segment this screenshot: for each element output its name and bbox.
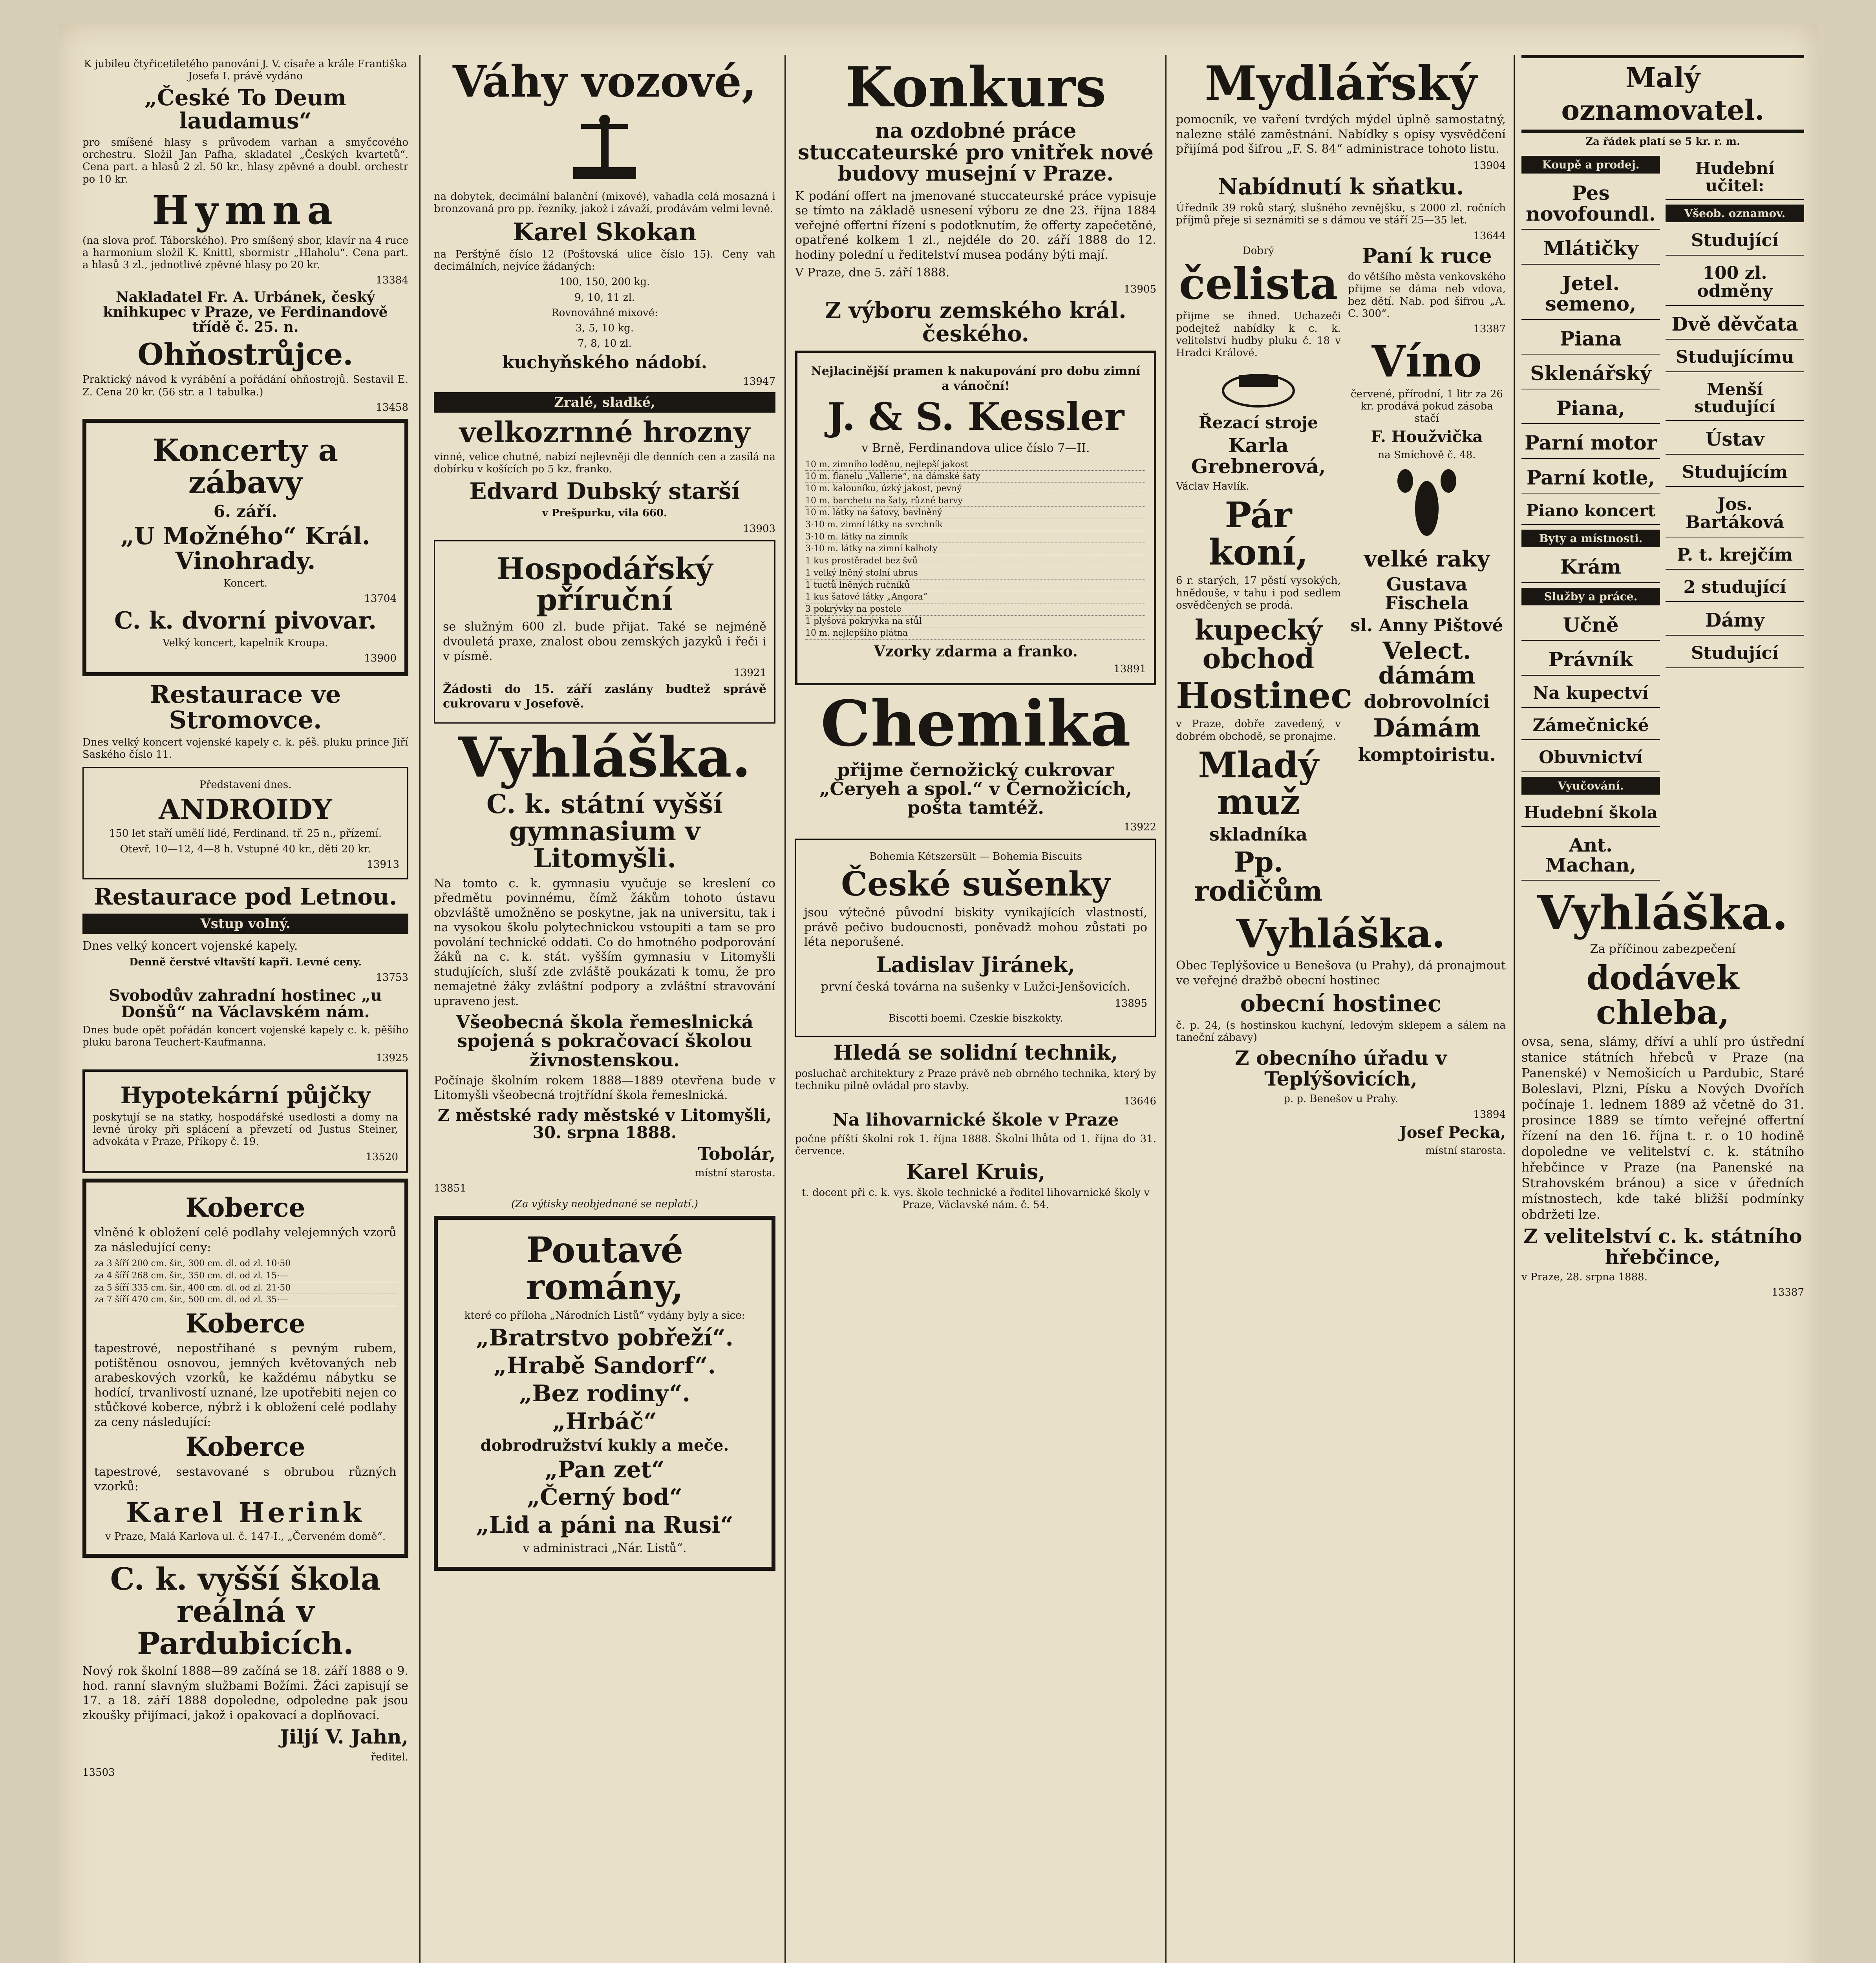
ad-text: tapestrové, sestavované s obrubou různých vzorků: [94,1465,397,1494]
price-row: 9, 10, 11 zl. [574,291,635,303]
ad-signature: Jiljí V. Jahn, [280,1725,408,1749]
ad-text: ovsa, sena, slámy, dříví a uhlí pro ústřední stanice státních hřebců v Praze (na Panenské) v Nemošicích u Pardubic, Staré Boleslavi, Plzni, Písku a Nových Dvořích počínaje 1. lednem 1889 až včetně do 31. prosince 1889 se tímto veřejné offertní řízení na den 16. října t. r. o 10 hodině dopoledne ve velitelství c. k. státního hřebčince v Praze (na Panenské na Strahovském bránou) a sice v úředních místnostech, kde také bližší podmínky obdržeti lze. [1521,1034,1804,1222]
ad-text: do většího města venkovského přijme se dáma neb vdova, bez dětí. Nab. pod šifrou „A. C. 300“. [1348,271,1506,320]
ad-number: 13520 [366,1151,398,1163]
price-row: za 5 šíří 335 cm. šir., 400 cm. dl. od zl. 21·50 [94,1282,397,1294]
price-row: 10 m. kalouníku, úzký jakost, pevný [805,483,1146,495]
ad-text: Otevř. 10—12, 4—8 h. Vstupné 40 kr., děti 20 kr. [120,843,371,855]
ad-heading: České sušenky [841,864,1110,903]
ad-heading: dodávek chleba, [1586,958,1739,1032]
ad-subheading: Vzorky zdarma a franko. [874,642,1078,660]
ad-text: Dnes velký koncert vojenské kapely. [82,939,298,953]
scale-icon [565,108,644,187]
ad-subcolumn [1176,242,1352,909]
column-1 [82,55,408,1963]
ad-subheading: 6. září. [213,501,278,521]
classified-heading: Učně [1521,610,1660,641]
classified-subcolumn [1666,151,1804,885]
classified-heading: Studující [1666,227,1804,255]
ad-number: 13851 [434,1183,466,1195]
price-row: 1 tuctů lněných ručníků [805,579,1146,592]
ad-note: (Za výtisky neobjednané se neplatí.) [511,1198,698,1210]
ad-heading: velkozrnné hrozny [459,415,750,449]
price-row: Rovnováhné mixové: [551,307,658,319]
classifieds [1521,151,1804,885]
price-row: 3, 5, 10 kg. [575,322,634,334]
ad-text: v Praze, Malá Karlova ul. č. 147-I., „Červeném domě“. [105,1531,386,1543]
price-row: 1 velký lněný stolní ubrus [805,567,1146,579]
classified-heading: Hudební učitel: [1666,155,1804,200]
ad-text: Úředník 39 roků starý, slušného zevnějšku, s 2000 zl. ročních příjmů přeje si seznámiti se s dámou ve stáří 25—35 let. [1176,202,1506,227]
classified-heading: Ústav [1666,425,1804,455]
ad-text: ředitel. [371,1751,408,1763]
ad-text: místní starosta. [1425,1144,1506,1157]
ad-number: 13947 [743,376,775,388]
price-row: 7, 8, 10 zl. [578,338,632,350]
ad-heading: obecní hostinec [1240,990,1442,1017]
classified-heading: Mlátičky [1521,234,1660,265]
ad-text: Denně čerstvé vltavští kapři. Levné ceny. [129,956,362,969]
ad-heading: J. & S. Kessler [827,395,1125,439]
ad-heading: Svobodův zahradní hostinec „u Donšů“ na Václavském nám. [109,986,382,1022]
ad-text: Biscotti boemi. Czeskie biszkokty. [888,1012,1063,1024]
classified-heading: P. t. krejčím [1666,541,1804,570]
ad-heading: Dámám [1373,713,1481,743]
ad-heading: Ladislav Jiránek, [876,952,1075,977]
ad-text: první česká továrna na sušenky v Lužci-Jenšovicích. [821,980,1131,994]
ad-text: na Smíchově č. 48. [1378,449,1476,461]
classified-section: Vyučování. [1521,777,1660,795]
classified-section: Všeob. oznamov. [1666,205,1804,222]
novel-title: „Černý bod“ [527,1484,683,1511]
ad-number: 13905 [1124,283,1156,295]
ad-number: 13644 [1473,230,1506,242]
ad-signature: Tobolár, [698,1144,775,1164]
classified-heading: Studujícím [1666,459,1804,487]
ad-text: přijme se ihned. Uchazeči podejtež nabídky k c. k. velitelství hudby pluku č. 18 v Hradci Králové. [1176,310,1341,359]
ad-text: v Brně, Ferdinandova ulice číslo 7—II. [861,441,1090,455]
ad-heading: Koberce [185,1192,305,1223]
ad-number: 13458 [376,401,408,413]
ad-text: Za příčinou zabezpečení [1590,942,1736,956]
column-rule [1165,55,1167,1963]
ad-number: 13503 [82,1766,115,1778]
ad-heading: Hymna [152,186,339,233]
ad-text: jsou výtečné původní biskity vynikajících vlastností, právě pečivo budoucnosti, poněvadž mohou zůstati po léta neporušené. [804,906,1147,949]
ad-number: 13646 [1124,1095,1156,1107]
classified-heading: Právník [1521,645,1660,676]
ad-heading: Nabídnutí k sňatku. [1218,174,1464,200]
ad-text: Dnes bude opět pořádán koncert vojenské kapely c. k. pěšího pluku barona Teuchert-Kaufmanna. [82,1024,408,1049]
ad-heading: Koberce [185,1431,305,1462]
classified-heading: Ant. Machan, [1521,831,1660,881]
price-row: 10 m. barchetu na šaty, různé barvy [805,495,1146,507]
price-row: 10 m. nejlepšího plátna [805,627,1146,640]
price-row: 1 plyšová pokrývka na stůl [805,616,1146,628]
price-row: 3·10 m. látky na zimník [805,531,1146,543]
ad-heading: Všeobecná škola řemeslnická spojená s pokračovací školou živnostenskou. [456,1011,753,1071]
column-2 [434,55,775,1963]
classified-heading: Pes novofoundl. [1521,178,1660,230]
ad-number: 13387 [1772,1287,1804,1299]
column-rule [419,55,421,1963]
ad-heading: Restaurace pod Letnou. [93,883,397,910]
ad-text: vlněné k obložení celé podlahy velejemných vzorů za následující ceny: [94,1226,397,1254]
ad-text: Obec Teplýšovice u Benešova (u Prahy), dá pronajmout ve veřejné dražbě obecní hostinec [1176,959,1506,987]
ad-text: na Perštýně číslo 12 (Poštovská ulice číslo 15). Ceny vah decimálních, nejvíce žádaných: [434,248,775,273]
price-row: 10 m. zimního loděnu, nejlepší jakost [805,459,1146,471]
ad-heading: ANDROIDY [159,793,332,826]
ad-subheading: Vstup volný. [82,914,408,934]
ad-text: č. p. 24, (s hostinskou kuchyní, ledovým sklepem a sálem na taneční zábavy) [1176,1020,1506,1044]
ad-text: posluchač architektury z Praze právě neb obrného technika, který by techniku pilně ovládal pro stavby. [795,1067,1156,1092]
ad-subheading: Zralé, sladké, [434,392,775,413]
ad-number: 13925 [376,1052,408,1064]
novel-title: „Hrabě Sandorf“. [494,1352,716,1379]
price-row: 1 kus prostěradel bez švů [805,555,1146,567]
ad-heading: „České To Deum laudamus“ [144,85,347,134]
ad-text: Dnes velký koncert vojenské kapely c. k. pěš. pluku prince Jiří Saského číslo 11. [82,737,408,761]
classified-heading: Parní kotle, [1521,463,1660,494]
ad-text: Za řádek platí se 5 kr. r. m. [1585,136,1740,148]
classified-heading: Na kupectví [1521,680,1660,708]
ad-number: 13753 [376,972,408,984]
ad-heading: Z městské rady městské v Litomyšli, 30. srpna 1888. [437,1105,772,1142]
steward-box [434,540,775,724]
ad-signature: Karel Kruis, [906,1160,1046,1184]
column-rule [784,55,786,1963]
ad-text: Představení dnes. [199,779,292,791]
classified-heading: Menší studující [1666,376,1804,421]
ad-heading: Hostinec [1176,674,1352,716]
ad-number: 13900 [364,653,397,665]
ad-heading: Gustava Fischela [1384,574,1469,614]
column-rule [1514,55,1515,1963]
ad-number: 13922 [1124,821,1156,833]
ad-text: v Praze, dobře zavedený, v dobrém obchodě, se pronajme. [1176,718,1341,742]
ad-text: Počínaje školním rokem 1888—1889 otevřena bude v Litomyšli všeobecná trojtřídní škola řemeslnická. [434,1073,775,1102]
classified-heading: Dvě děvčata [1666,310,1804,340]
biscuits-box [795,839,1156,1037]
ad-number: 13387 [1473,323,1506,335]
ad-heading: Mydlářský [1205,56,1477,111]
ad-heading: dobrovolníci [1364,691,1490,712]
ad-subcolumn [1348,242,1506,909]
ad-heading: Váhy vozové, [452,56,757,107]
ad-signature: Josef Pecka, [1399,1123,1506,1142]
column-5 [1521,55,1804,1963]
ad-heading: Vyhláška. [458,725,751,790]
ad-heading: C. k. dvorní pivovar. [114,607,377,634]
section-masthead: Malý oznamovatel. [1521,55,1804,133]
classified-heading: 100 zl. odměny [1666,260,1804,306]
classified-heading: Piano koncert [1521,497,1660,525]
ad-heading: Vyhláška. [1236,910,1446,957]
classified-heading: Studujícímu [1666,344,1804,372]
ad-number: 13891 [1114,663,1146,675]
ad-text: Nový rok školní 1888—89 začíná se 18. září 1888 o 9. hod. ranní slavným službami Božími. Žáci zapisují se 17. a 18. září 1888 dopoledne, odpoledne pak jsou zkoušky přijímací, jakož i opakovací a doplňovací. [82,1664,408,1722]
ad-number: 13704 [364,592,397,605]
ad-text: Bohemia Kétszersült — Bohemia Biscuits [869,850,1082,863]
ad-heading: C. k. státní vyšší gymnasium v Litomyšli. [486,788,723,874]
price-row: za 3 šíří 200 cm. šir., 300 cm. dl. od zl. 10·50 [94,1258,397,1270]
ad-text: poskytují se na statky, hospodářské usedlosti a domy na levné úroky při splácení a převzetí od Justus Steiner, advokáta v Praze, Příkopy č. 19. [93,1111,398,1148]
ad-heading: Ohňostrůjce. [137,336,353,372]
column-4 [1176,55,1506,1963]
carpets-box [82,1179,408,1558]
ad-number: 13903 [743,523,775,535]
classified-section: Služby a práce. [1521,588,1660,605]
ad-heading: „U Možného“ Král. Vinohrady. [121,522,370,575]
classified-heading: Dámy [1666,606,1804,636]
novel-title: „Bez rodiny“. [519,1380,690,1407]
classified-heading: Studující [1666,640,1804,668]
ad-heading: Pár koní, [1209,494,1308,573]
ad-text: 6 r. starých, 17 pěstí vysokých, hnědouše, v tahu i pod sedlem osvědčených se prodá. [1176,575,1341,611]
classified-heading: Zámečnické [1521,712,1660,740]
ad-heading: Z velitelství c. k. státního hřebčince, [1523,1225,1802,1268]
ad-text: Dobrý [1242,245,1274,257]
ad-heading: C. k. vyšší škola reálná v Pardubicích. [110,1561,381,1662]
classified-heading: 2 studující [1666,574,1804,602]
ad-text: které co příloha „Národních Listů“ vydány byly a sice: [464,1309,745,1321]
ad-heading: Na lihovarnické škole v Praze [832,1109,1119,1130]
ad-heading: Karla Grebnerová, [1191,434,1326,478]
classified-section: Koupě a prodej. [1521,156,1660,174]
crayfish-icon [1388,465,1466,544]
classified-heading: Jos. Bartáková [1666,491,1804,537]
classified-heading: Piana [1521,324,1660,355]
ad-heading: Z obecního úřadu v Teplýšovicích, [1235,1046,1447,1090]
ad-text: se služným 600 zl. bude přijat. Také se nejméně dvouletá praxe, znalost obou zemských jazyků i řeči i v písmě. [443,620,766,663]
ad-number: 13913 [367,858,399,870]
ad-heading: Karel Herink [126,1496,365,1529]
price-row: 3·10 m. látky na zimní kalhoty [805,543,1146,555]
ad-heading: F. Houžvička [1371,428,1483,446]
ad-number: 13904 [1473,159,1506,172]
ad-heading: Nakladatel Fr. A. Urbánek, český knihkupec v Praze, ve Ferdinandově třídě č. 25. n. [103,289,388,335]
ad-number: 13894 [1473,1108,1506,1120]
ad-text: v Prešpurku, vila 660. [542,507,667,519]
classified-section: Byty a místnosti. [1521,530,1660,547]
ad-heading: čelista [1179,258,1338,309]
novels-box [434,1216,775,1571]
ad-text: pomocník, ve vaření tvrdých mýdel úplně samostatný, nalezne stálé zaměstnání. Nabídky s opisy vysvědčení přijímá pod šifrou „F. S. 84“ administrace tohoto listu. [1176,113,1506,156]
ad-heading: Mladý muž [1198,744,1319,823]
ad-text: tapestrové, nepostřihané s pevným rubem, potištěnou osnovou, jemných květovaných neb arabeskových vzorků, ke každému nábytku se hodící, trvanlivostí uznané, lze upotřebiti nejen co stůčkové koberce, nýbrž i k obložení celé podlahy za ceny následující: [94,1342,397,1429]
ad-heading: kupecký obchod [1194,613,1322,675]
price-row: 1 kus šatové látky „Angora“ [805,591,1146,603]
ad-text: t. docent při c. k. vys. škole technické a ředitel lihovarnické školy v Praze, Václavské nám. č. 54. [801,1187,1150,1211]
ad-heading: Koberce [185,1308,305,1339]
ad-heading: komptoiristu. [1358,744,1496,766]
ad-heading: Hypotekární půjčky [120,1082,371,1109]
classified-heading: Krám [1521,552,1660,583]
ad-text: K podání offert na jmenované stuccateurské práce vypisuje se tímto na základě usnesení výboru ze dne 23. října 1884 veřejné offertní řízení s podotknutím, že offerty zapečetěné, opatřené kolkem 1 zl., nejdéle do 20. září 1888 do 12. hodiny polední u ředitelství musea podány býti mají. [795,189,1156,262]
price-row: 10 m. látky na šatovy, bavlněný [805,507,1146,519]
price-row: za 7 šíří 470 cm. šir., 500 cm. dl. od zl. 35·— [94,1294,397,1306]
concerts-box [82,419,408,676]
ad-text: (na slova prof. Táborského). Pro smíšený sbor, klavír na 4 ruce a harmonium složil K. Knittl, sbormistr „Hlaholu“. Cena part. a hlasů 3 zl., jednotlivé zpěvné hlasy po 20 kr. [82,234,408,271]
loans-box [82,1069,408,1173]
cutting-machine-icon [1215,363,1302,410]
ad-text: v Praze, 28. srpna 1888. [1521,1271,1647,1283]
classified-heading: Sklenářský [1521,358,1660,389]
ad-heading: Konkurs [845,55,1106,120]
novel-title: „Hrbáč“ [552,1407,657,1435]
kessler-box [795,351,1156,685]
ad-heading: přijme černožický cukrovar „Čeryeh a spol.“ v Černožicích, pošta tamtéž. [819,759,1132,819]
price-row: za 4 šíří 268 cm. šir., 350 cm. dl. od zl. 15·— [94,1270,397,1282]
novel-title: „Pan zet“ [545,1456,665,1483]
ad-text: Na tomto c. k. gymnasiu vyučuje se kreslení co předmětu povinnému, čímž žákům tohoto ústavu obzvláště umožněno se poskytne, jak na universitu, tak i na vysokou školu polytechnickou vstoupiti a tam se pro povolání technické oddati. Co do hmotného podporování žáků na c. k. stát. vyšším gymnasiu v Litomyšli studujících, sluší zde zvláště poukázati k tomu, že pro nemajetné žáky zvláštní podpory a zvláštní stravování upraveno jest. [434,876,775,1008]
classified-heading: Piana, [1521,393,1660,424]
ad-heading: Paní k ruce [1362,244,1492,268]
ad-heading: Poutavé romány, [526,1229,684,1308]
ad-text: Nejlacinější pramen k nakupování pro dobu zimní a vánoční! [811,364,1141,393]
price-row: 100, 150, 200 kg. [559,276,650,288]
classified-heading: Hudební škola [1521,799,1660,827]
ad-heading: Pp. rodičům [1194,846,1323,907]
novel-title: „Bratrstvo pobřeží“. [476,1324,733,1351]
ad-heading: sl. Anny Pištové [1350,615,1503,636]
ad-heading: na ozdobné práce stuccateurské pro vnitřek nové budovy musejní v Praze. [798,119,1154,186]
ad-heading: Z výboru zemského král. českého. [825,297,1126,347]
ad-heading: Hospodářský příruční [496,551,713,618]
ad-text: Praktický návod k vyrábění a pořádání ohňostrojů. Sestavil E. Z. Cena 20 kr. (56 str. a 1 tabulka.) [82,374,408,398]
ad-text: p. p. Benešov u Prahy. [1284,1093,1398,1105]
ad-number: 13895 [1115,997,1147,1009]
androidy-box [82,767,408,879]
newspaper-page [59,24,1818,1963]
classified-heading: Obuvnictví [1521,744,1660,772]
ad-text: na dobytek, decimální balanční (mixové), vahadla celá mosazná i bronzovaná pro pp. řezníky, jakož i závaží, prodávám velmi levně. [434,190,775,215]
ad-heading: Hledá se solidní technik, [833,1041,1118,1065]
ad-text: v administraci „Nár. Listů“. [523,1541,687,1555]
classified-heading: Jetel. semeno, [1521,269,1660,320]
novel-title: „Lid a páni na Rusi“ [476,1512,733,1539]
ad-text: Žádosti do 15. září zaslány budtež správě cukrovaru v Josefově. [443,682,766,711]
two-column-ads [1176,242,1506,909]
ad-heading: Restaurace ve Stromovce. [150,680,341,735]
price-row: 10 m. flanelu „Vallerie“, na dámské šaty [805,471,1146,483]
ad-heading: Řezací stroje [1199,413,1318,433]
ad-heading: Karel Skokan [512,217,697,246]
ad-heading: Vyhláška. [1537,885,1788,941]
ad-text: V Praze, dne 5. září 1888. [795,266,950,280]
ad-text: pro smíšené hlasy s průvodem varhan a smyčcového orchestru. Složil Jan Pafha, skladatel „Českých kvartetů“. Cena part. a hlasů 2 zl. 50 kr., hlasy zpěvné a doubl. orchestr po 10 kr. [82,136,408,185]
ad-signature: Václav Havlík. [1176,481,1249,493]
ad-heading: Chemika [820,686,1131,760]
classified-subcolumn [1521,151,1660,885]
ad-heading: velké raky [1364,546,1490,572]
ad-number: 13921 [734,667,766,679]
ad-heading: Velect. dámám [1378,637,1476,689]
ad-heading: skladníka [1209,823,1307,845]
novel-title: dobrodružství kukly a meče. [480,1436,729,1455]
ad-heading: Koncerty a zábavy [152,432,338,501]
ad-heading: Víno [1371,336,1482,387]
ad-heading: Edvard Dubský starší [469,478,740,505]
ad-text: místní starosta. [695,1167,775,1179]
price-row: 3·10 m. zimní látky na svrchník [805,519,1146,531]
classified-heading: Parní motor [1521,428,1660,459]
ad-text: Velký koncert, kapelník Kroupa. [163,637,328,649]
price-row: 3 pokrývky na postele [805,603,1146,616]
ad-text: červené, přírodní, 1 litr za 26 kr. prodává pokud zásoba stačí [1351,388,1503,424]
ad-text: vinné, velice chutné, nabízí nejlevněji dle denních cen a zasílá na dobírku v košících po 5 kz. franko. [434,451,775,475]
ad-text: Koncert. [223,577,268,589]
column-3 [795,55,1156,1963]
ad-text: K jubileu čtyřicetiletého panování J. V. císaře a krále Františka Josefa I. právě vydáno [84,58,407,82]
ad-heading: kuchyňského nádobí. [502,353,708,373]
ad-number: 13384 [376,274,408,287]
ad-text: 150 let staří umělí lidé, Ferdinand. tř. 25 n., přízemí. [109,828,382,840]
ad-text: počne příští školní rok 1. října 1888. Školní lhůta od 1. října do 31. července. [795,1133,1156,1157]
